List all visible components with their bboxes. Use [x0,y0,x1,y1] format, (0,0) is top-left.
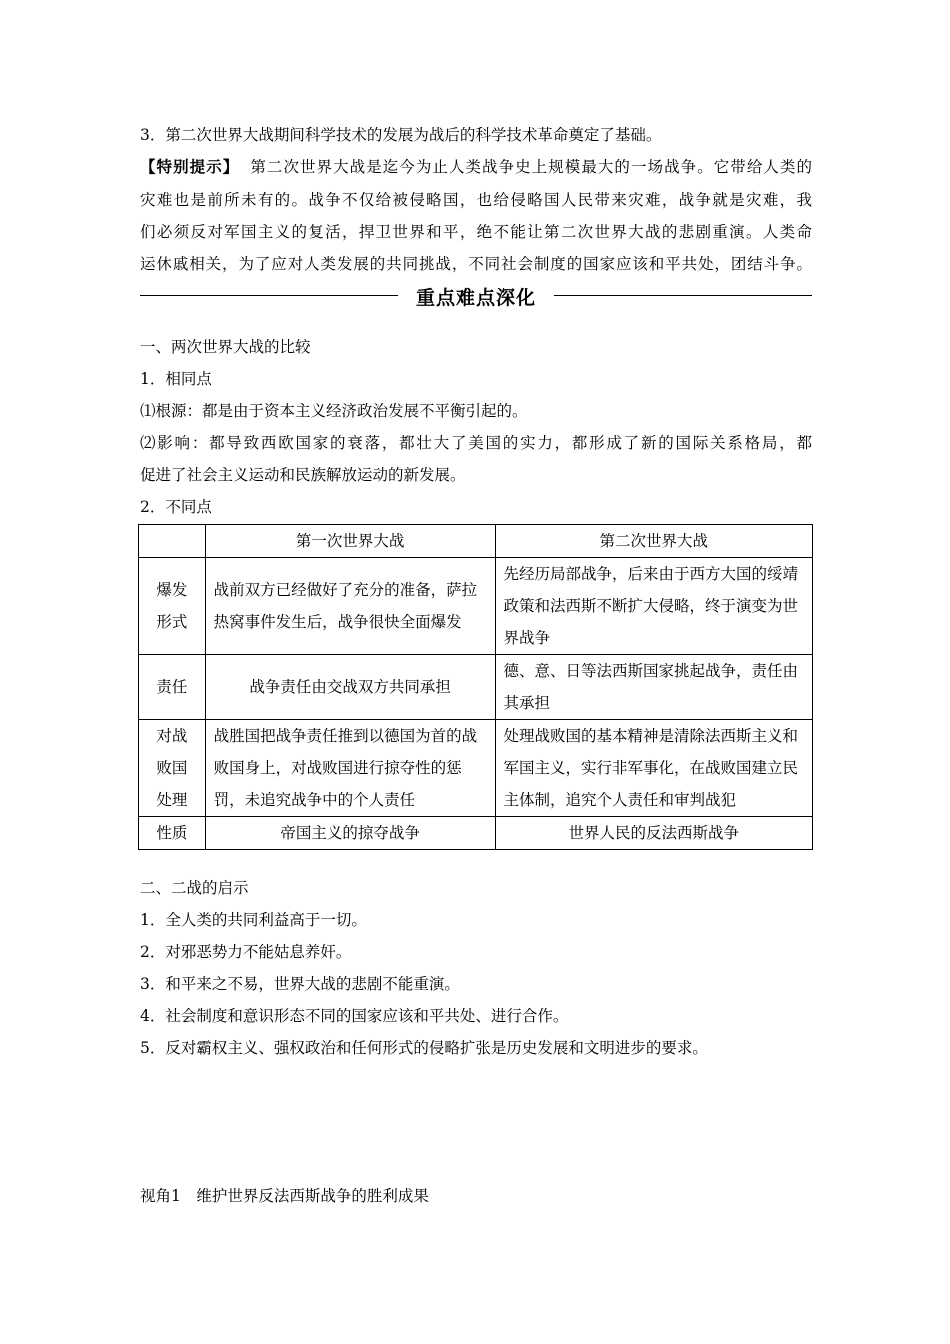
special-tip-line-4: 运休戚相关，为了应对人类发展的共同挑战，不同社会制度的国家应该和平共处，团结斗争。 [140,255,812,273]
lesson-item-2: 2．对邪恶势力不能姑息养奸。 [140,943,352,961]
special-tip-label: 【特别提示】 [140,157,240,176]
comparison-title: 一、两次世界大战的比较 [140,338,311,356]
cell-ww2-treatment: 处理战败国的基本精神是清除法西斯主义和军国主义，实行非军事化，在战败国建立民主体制，追究个人责任和审判战犯 [495,720,813,817]
special-tip-line-1 [140,157,812,177]
cell-ww1-nature: 帝国主义的掠夺战争 [205,817,495,850]
cell-ww2-responsibility: 德、意、日等法西斯国家挑起战争，责任由其承担 [495,655,813,720]
table-header-row [139,525,813,558]
row-label-responsibility: 责任 [139,655,206,720]
same-point-2-line-2: 促进了社会主义运动和民族解放运动的新发展。 [140,466,466,484]
point-3-text: 3．第二次世界大战期间科学技术的发展为战后的科学技术革命奠定了基础。 [140,126,662,144]
same-points-title: 1．相同点 [140,370,212,388]
row-label-treatment: 对战败国处理 [139,720,206,817]
perspective-title: 视角1 维护世界反法西斯战争的胜利成果 [140,1187,429,1205]
table-row [139,558,813,655]
table-row [139,655,813,720]
section-heading-title: 重点难点深化 [415,287,536,309]
lesson-item-3: 3．和平来之不易，世界大战的悲剧不能重演。 [140,975,460,993]
table-header-ww2: 第二次世界大战 [495,525,813,558]
row-label-nature: 性质 [139,817,206,850]
cell-ww2-outbreak: 先经历局部战争，后来由于西方大国的绥靖政策和法西斯不断扩大侵略，终于演变为世界战争 [495,558,813,655]
special-tip-text: 第二次世界大战是迄今为止人类战争史上规模最大的一场战争。它带给人类的 [249,158,812,176]
diff-points-title: 2．不同点 [140,498,212,516]
lesson-item-1: 1．全人类的共同利益高于一切。 [140,911,367,929]
comparison-table [138,524,813,850]
cell-ww1-treatment: 战胜国把战争责任推到以德国为首的战败国身上，对战败国进行掠夺性的惩罚，未追究战争中的个人责任 [205,720,495,817]
lessons-title: 二、二战的启示 [140,879,249,897]
cell-ww2-nature: 世界人民的反法西斯战争 [495,817,813,850]
lesson-item-5: 5．反对霸权主义、强权政治和任何形式的侵略扩张是历史发展和文明进步的要求。 [140,1039,708,1057]
lesson-item-4: 4．社会制度和意识形态不同的国家应该和平共处、进行合作。 [140,1007,569,1025]
table-header-ww1: 第一次世界大战 [205,525,495,558]
same-point-1: ⑴根源：都是由于资本主义经济政治发展不平衡引起的。 [140,402,528,420]
same-point-2-line-1: ⑵影响：都导致西欧国家的衰落，都壮大了美国的实力，都形成了新的国际关系格局，都 [140,434,812,452]
cell-ww1-responsibility: 战争责任由交战双方共同承担 [205,655,495,720]
special-tip-line-2: 灾难也是前所未有的。战争不仅给被侵略国，也给侵略国人民带来灾难，战争就是灾难，我 [140,191,812,209]
table-header-empty [139,525,206,558]
table-row [139,817,813,850]
row-label-outbreak: 爆发形式 [139,558,206,655]
table-row [139,720,813,817]
section-heading [140,283,812,309]
cell-ww1-outbreak: 战前双方已经做好了充分的准备，萨拉热窝事件发生后，战争很快全面爆发 [205,558,495,655]
special-tip-line-3: 们必须反对军国主义的复活，捍卫世界和平，绝不能让第二次世界大战的悲剧重演。人类命 [140,223,812,241]
